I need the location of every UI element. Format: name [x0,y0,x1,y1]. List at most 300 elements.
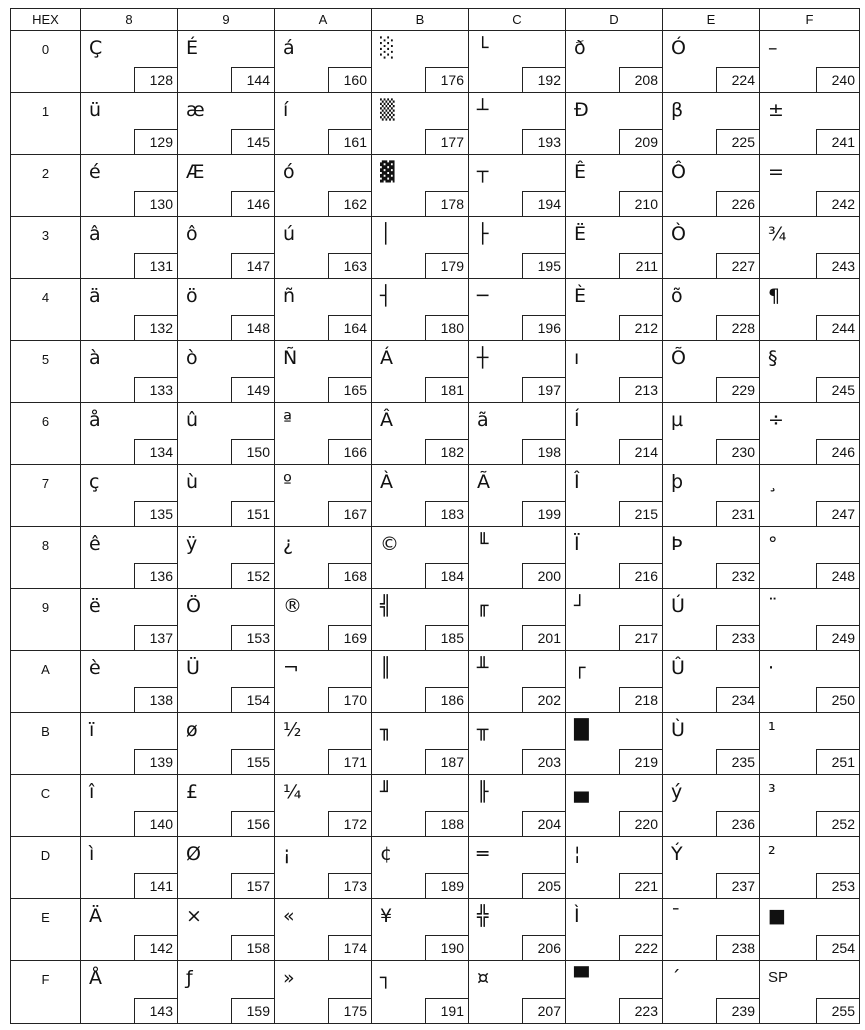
decimal-code: 205 [522,873,565,898]
char-cell [663,341,760,402]
char-cell [81,837,178,898]
char-cell [372,155,469,216]
char-glyph: ┘ [574,595,586,617]
table-row [11,961,859,1023]
decimal-code: 228 [716,315,759,340]
char-cell [178,155,275,216]
char-cell [566,93,663,154]
char-glyph: Ü [186,657,200,679]
char-glyph: ÷ [768,409,784,431]
decimal-code: 253 [816,873,859,898]
char-cell [469,837,566,898]
char-glyph: ¾ [768,223,787,245]
decimal-code: 209 [619,129,662,154]
char-glyph: ¨ [768,595,778,617]
char-cell [372,837,469,898]
decimal-code: 243 [816,253,859,278]
char-cell [81,527,178,588]
char-cell [372,341,469,402]
decimal-code: 171 [328,749,371,774]
char-glyph: ├ [477,223,489,245]
char-cell [275,279,372,340]
decimal-code: 157 [231,873,274,898]
char-glyph: ´ [671,967,681,989]
char-cell [469,961,566,1023]
char-glyph: Á [380,347,393,369]
table-row [11,217,859,279]
char-glyph: Ù [671,719,685,741]
char-glyph: Ê [574,161,587,183]
decimal-code: 214 [619,439,662,464]
char-glyph: ï [89,719,95,741]
char-cell [566,341,663,402]
decimal-code: 218 [619,687,662,712]
char-glyph: Ë [574,223,587,245]
char-cell [663,527,760,588]
char-glyph: î [89,781,95,803]
decimal-code: 152 [231,563,274,588]
char-glyph: ╖ [380,719,392,741]
decimal-code: 201 [522,625,565,650]
char-glyph: ║ [380,657,392,679]
char-cell [663,961,760,1023]
char-cell [81,403,178,464]
char-cell [372,279,469,340]
char-glyph: É [186,37,199,59]
char-cell [566,279,663,340]
decimal-code: 151 [231,501,274,526]
char-glyph: ╨ [477,657,489,679]
char-cell [663,899,760,960]
decimal-code: 169 [328,625,371,650]
decimal-code: 167 [328,501,371,526]
char-cell [566,589,663,650]
decimal-code: 193 [522,129,565,154]
char-glyph: ê [89,533,101,555]
char-glyph: ô [186,223,198,245]
char-glyph: £ [186,781,199,803]
char-glyph: ü [89,99,102,121]
row-hex-label: C [11,775,81,836]
decimal-code: 182 [425,439,468,464]
char-glyph: · [768,657,775,679]
char-cell [469,713,566,774]
decimal-code: 148 [231,315,274,340]
char-cell [372,93,469,154]
decimal-code: 229 [716,377,759,402]
char-cell [81,341,178,402]
row-hex-label: 2 [11,155,81,216]
char-cell [760,651,859,712]
decimal-code: 223 [619,998,662,1023]
char-cell [663,403,760,464]
char-glyph: Ñ [283,347,298,369]
decimal-code: 250 [816,687,859,712]
char-glyph: – [768,37,778,59]
decimal-code: 213 [619,377,662,402]
char-cell [469,589,566,650]
char-glyph: ó [283,161,295,183]
char-glyph: ì [89,843,95,865]
char-cell [760,155,859,216]
decimal-code: 154 [231,687,274,712]
char-cell [566,403,663,464]
char-cell [469,341,566,402]
char-glyph: ½ [283,719,302,741]
char-glyph: « [283,905,295,927]
char-cell [178,589,275,650]
decimal-code: 247 [816,501,859,526]
decimal-code: 175 [328,998,371,1023]
char-cell [663,837,760,898]
char-glyph: À [380,471,393,493]
char-glyph: ø [186,719,198,741]
char-glyph: ╓ [477,595,489,617]
char-glyph: é [89,161,101,183]
char-glyph: ┌ [574,657,586,679]
row-hex-label: 4 [11,279,81,340]
char-glyph: ¢ [380,843,393,865]
char-cell [81,93,178,154]
decimal-code: 144 [231,67,274,92]
table-row [11,403,859,465]
decimal-code: 248 [816,563,859,588]
decimal-code: 174 [328,935,371,960]
decimal-code: 159 [231,998,274,1023]
decimal-code: 227 [716,253,759,278]
decimal-code: 146 [231,191,274,216]
char-cell [469,93,566,154]
decimal-code: 239 [716,998,759,1023]
decimal-code: 173 [328,873,371,898]
char-glyph: å [89,409,101,431]
char-cell [760,713,859,774]
char-glyph: © [380,533,399,555]
char-glyph: Ó [671,37,686,59]
char-cell [566,837,663,898]
decimal-code: 156 [231,811,274,836]
char-cell [81,899,178,960]
decimal-code: 200 [522,563,565,588]
char-cell [275,341,372,402]
char-cell [275,527,372,588]
char-cell [372,217,469,278]
char-glyph: ╬ [477,905,489,927]
decimal-code: 251 [816,749,859,774]
decimal-code: 179 [425,253,468,278]
decimal-code: 222 [619,935,662,960]
char-cell [760,465,859,526]
char-glyph: ■ [768,905,786,927]
char-cell [275,155,372,216]
decimal-code: 166 [328,439,371,464]
table-row [11,775,859,837]
char-glyph: SP [768,969,789,986]
char-cell [760,341,859,402]
char-glyph: ▀ [574,967,589,989]
char-cell [760,527,859,588]
char-cell [469,775,566,836]
char-cell [81,465,178,526]
char-glyph: µ [671,409,684,431]
decimal-code: 153 [231,625,274,650]
char-cell [566,775,663,836]
row-hex-label: 6 [11,403,81,464]
decimal-code: 165 [328,377,371,402]
char-cell [372,651,469,712]
decimal-code: 141 [134,873,177,898]
char-cell [760,589,859,650]
column-header-a: A [275,9,372,30]
decimal-code: 221 [619,873,662,898]
char-cell [178,403,275,464]
char-cell [760,837,859,898]
decimal-code: 198 [522,439,565,464]
char-glyph: ñ [283,285,296,307]
char-cell [178,713,275,774]
char-cell [275,837,372,898]
row-hex-label: 5 [11,341,81,402]
char-glyph: Ì [574,905,580,927]
char-cell [566,155,663,216]
char-glyph: û [186,409,199,431]
decimal-code: 191 [425,998,468,1023]
char-cell [372,961,469,1023]
char-cell [275,775,372,836]
char-cell [760,93,859,154]
decimal-code: 184 [425,563,468,588]
char-cell [81,155,178,216]
table-row [11,713,859,775]
char-glyph: Ã [477,471,490,493]
decimal-code: 241 [816,129,859,154]
decimal-code: 190 [425,935,468,960]
decimal-code: 203 [522,749,565,774]
decimal-code: 162 [328,191,371,216]
row-hex-label: 1 [11,93,81,154]
char-glyph: Ç [89,37,103,59]
char-cell [663,31,760,92]
char-cell [275,403,372,464]
decimal-code: 207 [522,998,565,1023]
char-glyph: ® [283,595,302,617]
decimal-code: 208 [619,67,662,92]
char-glyph: ã [477,409,489,431]
decimal-code: 210 [619,191,662,216]
decimal-code: 188 [425,811,468,836]
char-cell [663,279,760,340]
decimal-code: 232 [716,563,759,588]
char-glyph: â [89,223,101,245]
char-glyph: ý [671,781,683,803]
char-glyph: á [283,37,295,59]
decimal-code: 211 [619,253,662,278]
decimal-code: 254 [816,935,859,960]
char-glyph: ┐ [380,967,392,989]
decimal-code: 133 [134,377,177,402]
char-cell [81,713,178,774]
char-glyph: ┼ [477,347,489,369]
decimal-code: 189 [425,873,468,898]
char-glyph: Í [574,409,580,431]
decimal-code: 216 [619,563,662,588]
char-glyph: ³ [768,781,776,803]
decimal-code: 238 [716,935,759,960]
decimal-code: 134 [134,439,177,464]
char-cell [275,93,372,154]
char-glyph: Đ [574,99,589,121]
decimal-code: 249 [816,625,859,650]
char-glyph: Ä [89,905,102,927]
decimal-code: 226 [716,191,759,216]
char-cell [663,465,760,526]
char-cell [469,899,566,960]
row-hex-label: 0 [11,31,81,92]
char-glyph: Â [380,409,393,431]
char-glyph: ╙ [477,533,489,555]
char-glyph: ¸ [768,471,778,493]
char-cell [372,899,469,960]
char-cell [372,713,469,774]
decimal-code: 168 [328,563,371,588]
char-glyph: ╥ [477,719,489,741]
decimal-code: 183 [425,501,468,526]
char-cell [760,31,859,92]
char-cell [566,217,663,278]
char-cell [663,713,760,774]
char-glyph: Ô [671,161,686,183]
char-glyph: └ [477,37,489,59]
char-glyph: ┴ [477,99,489,121]
decimal-code: 177 [425,129,468,154]
char-cell [81,961,178,1023]
char-glyph: ░ [380,37,395,59]
char-glyph: ë [89,595,101,617]
char-cell [81,279,178,340]
decimal-code: 155 [231,749,274,774]
char-glyph: æ [186,99,205,121]
char-glyph: ı [574,347,580,369]
decimal-code: 230 [716,439,759,464]
decimal-code: 196 [522,315,565,340]
decimal-code: 128 [134,67,177,92]
char-glyph: § [768,347,778,369]
decimal-code: 135 [134,501,177,526]
char-cell [663,155,760,216]
char-glyph: ± [768,99,784,121]
row-hex-label: B [11,713,81,774]
char-glyph: ð [574,37,586,59]
decimal-code: 220 [619,811,662,836]
char-cell [566,713,663,774]
decimal-code: 185 [425,625,468,650]
row-hex-label: 3 [11,217,81,278]
char-glyph: ¡ [283,843,291,865]
decimal-code: 139 [134,749,177,774]
decimal-code: 176 [425,67,468,92]
char-cell [275,961,372,1023]
char-cell [663,775,760,836]
decimal-code: 161 [328,129,371,154]
decimal-code: 225 [716,129,759,154]
char-glyph: ç [89,471,100,493]
table-row [11,93,859,155]
char-glyph: ƒ [186,967,193,989]
char-glyph: ¶ [768,285,781,307]
char-cell [178,837,275,898]
char-cell [566,465,663,526]
decimal-code: 231 [716,501,759,526]
column-header-c: C [469,9,566,30]
char-cell [760,899,859,960]
decimal-code: 235 [716,749,759,774]
decimal-code: 202 [522,687,565,712]
char-cell [372,465,469,526]
char-glyph: ▓ [380,161,395,183]
column-header-f: F [805,12,814,27]
char-cell [178,527,275,588]
char-glyph: ╟ [477,781,489,803]
char-glyph: ò [186,347,198,369]
char-glyph: │ [380,223,392,245]
char-glyph: í [283,99,289,121]
decimal-code: 252 [816,811,859,836]
decimal-code: 215 [619,501,662,526]
char-glyph: þ [671,471,684,493]
char-cell [760,217,859,278]
table-row [11,465,859,527]
char-glyph: ÿ [186,533,198,555]
char-glyph: ╣ [380,595,392,617]
char-cell [275,899,372,960]
decimal-code: 136 [134,563,177,588]
decimal-code: 180 [425,315,468,340]
decimal-code: 234 [716,687,759,712]
table-row [11,31,859,93]
char-glyph: ù [186,471,199,493]
char-cell [469,279,566,340]
char-cell [566,527,663,588]
decimal-code: 194 [522,191,565,216]
char-glyph: Å [89,967,102,989]
decimal-code: 186 [425,687,468,712]
decimal-code: 143 [134,998,177,1023]
table-row [11,837,859,899]
char-cell [275,589,372,650]
decimal-code: 145 [231,129,274,154]
decimal-code: 131 [134,253,177,278]
char-glyph: Î [574,471,580,493]
char-cell [81,31,178,92]
char-glyph: ¥ [380,905,393,927]
decimal-code: 245 [816,377,859,402]
char-glyph: █ [574,719,589,741]
char-glyph: ä [89,285,101,307]
char-cell [760,961,859,1023]
decimal-code: 233 [716,625,759,650]
char-cell [372,403,469,464]
char-glyph: Û [671,657,685,679]
char-cell [275,217,372,278]
char-glyph: ¬ [283,657,299,679]
char-glyph: ┬ [477,161,489,183]
char-cell [566,31,663,92]
decimal-code: 164 [328,315,371,340]
decimal-code: 170 [328,687,371,712]
column-header-9: 9 [178,9,275,30]
table-row [11,279,859,341]
column-header-8: 8 [81,9,178,30]
